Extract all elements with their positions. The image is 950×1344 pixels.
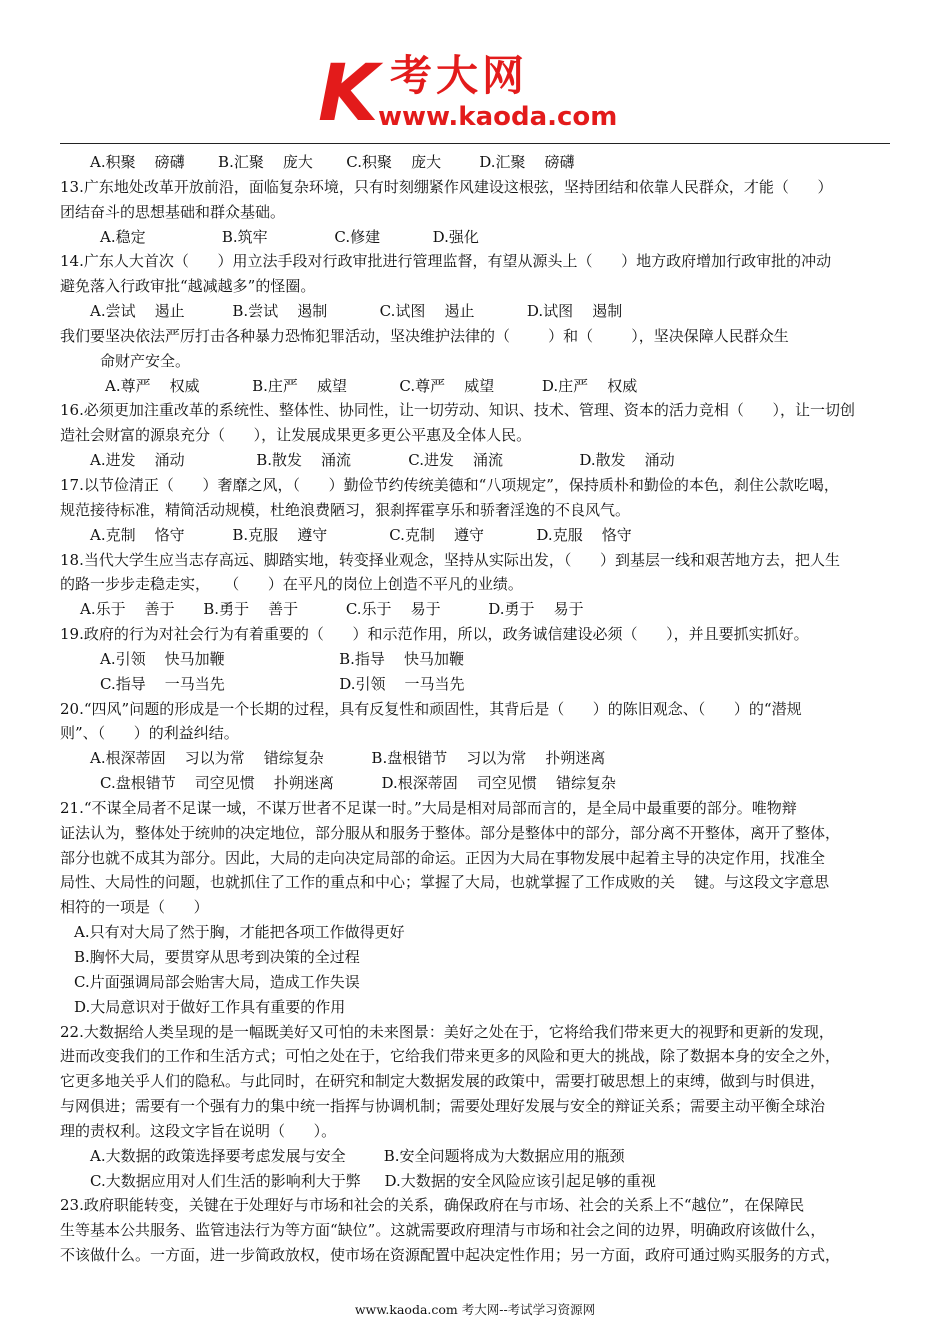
page-footer: www.kaoda.com 考大网--考试学习资源网 — [354, 1302, 596, 1317]
text-line: C.片面强调局部会贻害大局，造成工作失误 — [74, 972, 360, 991]
text-line: 22.大数据给人类呈现的是一幅既美好又可怕的未来图景：美好之处在于，它将给我们带来更大的视野和更新的发现， — [60, 1022, 834, 1041]
text-line: 19.政府的行为对社会行为有着重要的（ ）和示范作用，所以，政务诚信建设必须（ ），并且要抓实抓好。 — [60, 625, 809, 644]
kaoda-logo — [318, 49, 638, 139]
text-line: 23.政府职能转变，关键在于处理好与市场和社会的关系，确保政府在与市场、社会的关系上不“越位”，在保障民 — [60, 1196, 805, 1215]
text-line: 与网俱进；需要有一个强有力的集中统一指挥与协调机制；需要处理好发展与安全的辩证关系；需要主动平衡全球治 — [60, 1097, 826, 1116]
text-line: 生等基本公共服务、监管违法行为等方面“缺位”。这就需要政府理清与市场和社会之间的边界，明确政府该做什么， — [60, 1221, 826, 1240]
text-line: 它更多地关乎人们的隐私。与此同时，在研究和制定大数据发展的政策中，需要打破思想上的束缚，做到与时俱进， — [60, 1072, 826, 1091]
text-line: A.进发 涌动 B.散发 涌流 C.进发 涌流 D.散发 涌动 — [90, 451, 675, 470]
text-line: C.指导 一马当先 D.引领 一马当先 — [100, 674, 465, 693]
text-line: A.引领 快马加鞭 B.指导 快马加鞭 — [100, 649, 464, 668]
text-line: 规范接待标准，精简活动规模，杜绝浪费陋习，狠刹挥霍享乐和骄奢淫逸的不良风气。 — [60, 500, 631, 519]
text-line: 局性、大局性的问题，也就抓住了工作的重点和中心；掌握了大局，也就掌握了工作成败的关 键。与这段文字意思 — [60, 873, 830, 892]
text-line: A.大数据的政策选择要考虑发展与安全 B.安全问题将成为大数据应用的瓶颈 — [90, 1146, 625, 1165]
text-line: 我们要坚决依法严厉打击各种暴力恐怖犯罪活动，坚决维护法律的（ ）和（ ），坚决保障人民群众生 — [60, 326, 789, 345]
text-line: A.尊严 权威 B.庄严 威望 C.尊严 威望 D.庄严 权威 — [105, 376, 638, 395]
text-line: 避免落入行政审批“越减越多”的怪圈。 — [60, 277, 316, 296]
text-line: D.大局意识对于做好工作具有重要的作用 — [74, 997, 346, 1016]
text-line: A.根深蒂固 习以为常 错综复杂 B.盘根错节 习以为常 扑朔迷离 — [90, 749, 606, 768]
logo-k-mark: K — [318, 49, 379, 139]
text-line: 17.以节俭清正（ ）奢靡之风，（ ）勤俭节约传统美德和“八项规定”，保持质朴和勤俭的本色，刹住公款吃喝， — [60, 475, 839, 494]
text-line: 团结奋斗的思想基础和群众基础。 — [60, 202, 286, 221]
text-line: 的路一步步走稳走实， （ ）在平凡的岗位上创造不平凡的业绩。 — [60, 575, 523, 594]
text-line: 21.“不谋全局者不足谋一域，不谋万世者不足谋一时。”大局是相对局部而言的，是全局中最重要的部分。唯物辩 — [60, 798, 797, 817]
text-line: 命财产安全。 — [100, 351, 191, 370]
text-line: B.胸怀大局，要贯穿从思考到决策的全过程 — [74, 948, 360, 966]
text-line: A.积聚 磅礴 B.汇聚 庞大 C.积聚 庞大 D.汇聚 磅礴 — [90, 153, 575, 171]
text-line: 进而改变我们的工作和生活方式；可怕之处在于，它给我们带来更多的风险和更大的挑战，除了数据本身的安全之外， — [60, 1047, 841, 1066]
text-line: A.克制 恪守 B.克服 遵守 C.克制 遵守 D.克服 恪守 — [90, 525, 632, 544]
text-line: 不该做什么。一方面，进一步简政放权，使市场在资源配置中起决定性作用；另一方面，政府可通过购买服务的方式， — [60, 1246, 841, 1265]
text-line: C.盘根错节 司空见惯 扑朔迷离 D.根深蒂固 司空见惯 错综复杂 — [100, 774, 616, 793]
text-line: 20.“四风”问题的形成是一个长期的过程，具有反复性和顽固性，其背后是（ ）的陈旧观念、（ ）的“潜规 — [60, 699, 802, 718]
text-line: 部分也就不成其为部分。因此，大局的走向决定局部的命运。正因为大局在事物发展中起着主导的决定作用，找准全 — [60, 848, 826, 867]
text-line: 相符的一项是（ ） — [60, 898, 209, 917]
text-line: 18.当代大学生应当志存高远、脚踏实地，转变择业观念，坚持从实际出发，（ ）到基层一线和艰苦地方去，把人生 — [60, 550, 840, 569]
text-line: C.大数据应用对人们生活的影响利大于弊 D.大数据的安全风险应该引起足够的重视 — [90, 1171, 656, 1190]
text-line: 13.广东地处改革开放前沿，面临复杂环境，只有时刻绷紧作风建设这根弦，坚持团结和依靠人民群众，才能（ ） — [60, 177, 833, 196]
document-body — [60, 150, 895, 1268]
text-line: 造社会财富的源泉充分（ ），让发展成果更多更公平惠及全体人民。 — [60, 426, 532, 445]
text-line: 则”、（ ）的利益纠结。 — [60, 724, 239, 743]
text-line: 证法认为，整体处于统帅的决定地位，部分服从和服务于整体。部分是整体中的部分，部分离不开整体，离开了整体， — [60, 823, 841, 842]
text-line: A.尝试 遏止 B.尝试 遏制 C.试图 遏止 D.试图 遏制 — [90, 302, 623, 321]
text-line: A.乐于 善于 B.勇于 善于 C.乐于 易于 D.勇于 易于 — [80, 600, 584, 619]
text-line: 理的责权利。这段文字旨在说明（ ）。 — [60, 1121, 337, 1140]
header-rule — [60, 143, 890, 144]
logo-url: www.kaoda.com — [378, 102, 618, 132]
text-line: 16.必须更加注重改革的系统性、整体性、协同性，让一切劳动、知识、技术、管理、资本的活力竞相（ ），让一切创 — [60, 401, 855, 420]
text-line: A.稳定 B.筑牢 C.修建 D.强化 — [100, 227, 479, 246]
logo-chinese-name: 考大网 — [390, 51, 529, 100]
text-line: A.只有对大局了然于胸，才能把各项工作做得更好 — [74, 923, 405, 942]
text-line: 14.广东人大首次（ ）用立法手段对行政审批进行管理监督，有望从源头上（ ）地方政府增加行政审批的冲动 — [60, 252, 832, 271]
